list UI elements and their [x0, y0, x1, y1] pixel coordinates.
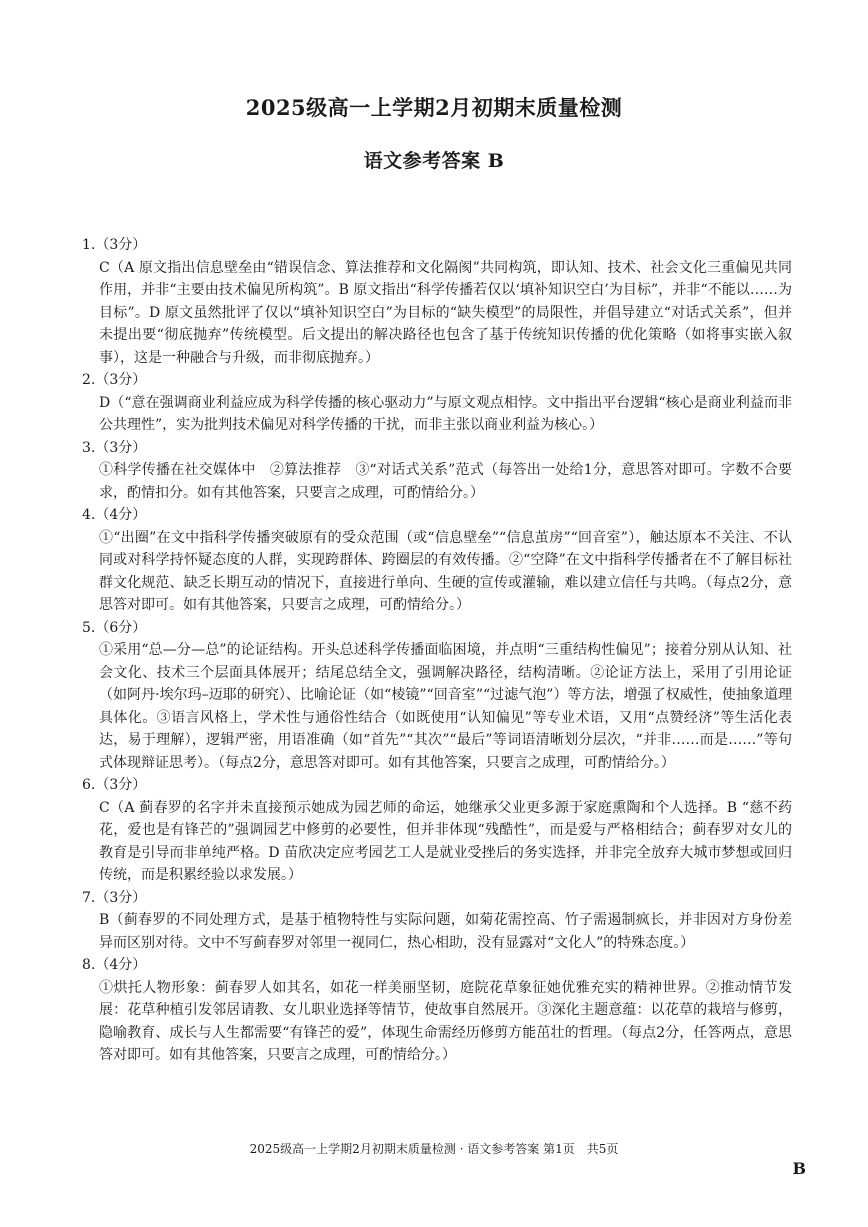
question-number: 8.（4分）: [82, 957, 147, 973]
question-answer: ①采用“总—分—总”的论证结构。开头总述科学传播面临困境，并点明“三重结构性偏见”；接着分别从认知、社会文化、技术三个层面具体展开；结尾总结全文，强调解决路径，结构清晰。②论证方法上，采用了引用论证（如阿丹·埃尔玛–迈耶的研究）、比喻论证（如“棱镜”“回音室”“过滤气泡”）等方法，增强了权威性，使抽象道理具体化。③语言风格上，学术性与通俗性结合（如既使用“认知偏见”等专业术语，又用“点赞经济”等生活化表达，易于理解），逻辑严密，用语准确（如“首先”“其次”“最后”等词语清晰划分层次，“并非……而是……”等句式体现辩证思考）。（每点2分，意思答对即可。如有其他答案，只要言之成理，可酌情给分。）: [99, 642, 792, 771]
question-item: [82, 887, 792, 955]
question-item: [82, 437, 792, 505]
question-number: 1.（3分）: [82, 237, 147, 253]
question-number: 3.（3分）: [82, 439, 147, 456]
question-answer: D（“意在强调商业利益应成为科学传播的核心驱动力”与原文观点相悖。文中指出平台逻辑“核心是商业利益而非公共理性”，实为批判技术偏见对科学传播的干扰，而非主张以商业利益为核心。）: [99, 394, 792, 433]
question-answer: C（A 原文指出信息壁垒由“错误信念、算法推荐和文化隔阂”共同构筑，即认知、技术、社会文化三重偏见共同作用，并非“主要由技术偏见所构筑”。B 原文指出“科学传播若仅以‘填补知识空白’为目标”，并非“不能以……为目标”。D 原文虽然批评了仅以“填补知识空白”为目标的“缺失模型”的局限性，并倡导建立“对话式关系”，但并未提出要“彻底抛弃”传统模型。后文提出的解决路径也包含了基于传统知识传播的优化策略（如将事实嵌入叙事），这是一种融合与升级，而非彻底抛弃。）: [99, 259, 792, 366]
question-answer: ①烘托人物形象：蓟春罗人如其名，如花一样美丽坚韧，庭院花草象征她优雅充实的精神世界。②推动情节发展：花草种植引发邻居请教、女儿职业选择等情节，使故事自然展开。③深化主题意蕴：以花草的栽培与修剪，隐喻教育、成长与人生都需要“有锋芒的爱”，体现生命需经历修剪方能茁壮的哲理。（每点2分，任答两点，意思答对即可。如有其他答案，只要言之成理，可酌情给分。）: [99, 979, 792, 1063]
answer-list: [82, 234, 792, 1067]
question-item: [82, 369, 792, 437]
question-answer: ①“出圈”在文中指科学传播突破原有的受众范围（或“信息壁垒”“信息茧房”“回音室”），触达原本不关注、不认同或对科学持怀疑态度的人群，实现跨群体、跨圈层的有效传播。②“空降”在文中指科学传播者在不了解目标社群文化规范、缺乏长期互动的情况下，直接进行单向、生硬的宣传或灌输，难以建立信任与共鸣。（每点2分，意思答对即可。如有其他答案，只要言之成理，可酌情给分。）: [99, 529, 792, 613]
page-footer: 2025级高一上学期2月初期末质量检测 · 语文参考答案 第1页 共5页: [249, 1142, 619, 1156]
question-number: 6.（3分）: [82, 777, 147, 793]
page-title: 2025级高一上学期2月初期末质量检测: [245, 95, 623, 120]
question-number: 4.（4分）: [82, 507, 147, 523]
question-answer: B（蓟春罗的不同处理方式，是基于植物特性与实际问题，如菊花需控高、竹子需遏制疯长，并非因对方身份差异而区别对待。文中不写蓟春罗对邻里一视同仁，热心相助，没有显露对“文化人”的特殊态度。）: [99, 912, 792, 951]
version-mark: B: [792, 1159, 806, 1178]
question-number: 7.（3分）: [82, 889, 147, 906]
question-item: [82, 617, 792, 775]
question-answer: C（A 蓟春罗的名字并未直接预示她成为园艺师的命运，她继承父业更多源于家庭熏陶和个人选择。B “慈不药花，爱也是有锋芒的”强调园艺中修剪的必要性，但并非体现“残酷性”，而是爱与严格相结合；蓟春罗对女儿的教育是引导而非单纯严格。D 苗欣决定应考园艺工人是就业受挫后的务实选择，并非完全放弃大城市梦想或回归传统，而是积累经验以求发展。）: [99, 799, 792, 883]
question-item: [82, 234, 792, 369]
page-subtitle: 语文参考答案 B: [363, 150, 505, 172]
question-item: [82, 954, 792, 1067]
question-number: 5.（6分）: [82, 619, 147, 636]
question-answer: ①科学传播在社交媒体中 ②算法推荐 ③“对话式关系”范式（每答出一处给1分，意思答对即可。字数不合要求，酌情扣分。如有其他答案，只要言之成理，可酌情给分。）: [99, 462, 792, 501]
question-item: [82, 774, 792, 887]
question-number: 2.（3分）: [82, 372, 147, 388]
question-item: [82, 504, 792, 617]
